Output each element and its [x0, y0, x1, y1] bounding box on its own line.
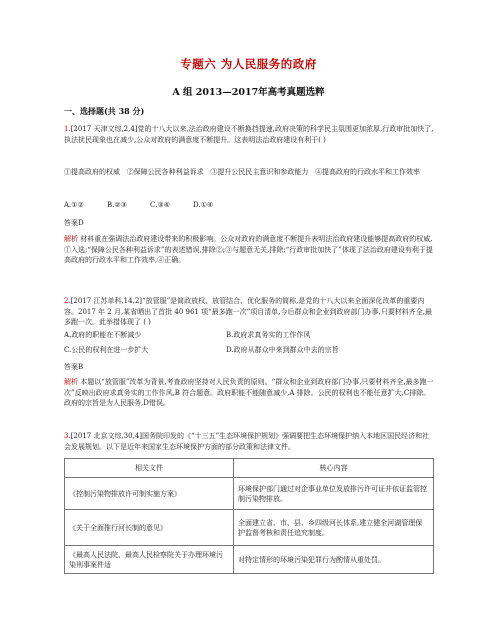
statement: ①提高政府的权威	[64, 168, 120, 176]
table-header-cell: 相关文件	[65, 459, 234, 478]
table-cell: 《关于全面推行河长制的意见》	[65, 510, 234, 546]
policy-table	[64, 458, 434, 574]
answer-line	[64, 218, 84, 228]
question-1-stem	[64, 124, 436, 145]
analysis-paragraph	[64, 234, 436, 266]
choice-a: A.政府的职能在不断减少	[64, 331, 142, 339]
choice-b: B.政府求真务实的工作作风	[226, 331, 311, 339]
table-header-cell: 核心内容	[234, 459, 434, 478]
table-cell: 《控制污染物排放许可制实施方案》	[65, 478, 234, 510]
choice-c: C.③④	[150, 201, 170, 209]
choice-a: A.①②	[64, 201, 84, 209]
question-2-stem	[64, 296, 436, 328]
question-text: [2017 北京文综,30,4]国务院印发的《“十三五”生态环境保护规划》强调要把生态环境保护纳入本地区国民经济和社会发展规划。以下是近年来国家生态环境保护方面的部分政策和法律文件。	[64, 432, 430, 451]
analysis-label: 解析	[64, 235, 78, 243]
answer-label: 答案	[64, 363, 78, 371]
statement: ②保障公民各种利益诉求	[126, 168, 204, 176]
statement: ④提高政府的行政水平和工作效率	[315, 168, 421, 176]
analysis-paragraph	[64, 377, 436, 409]
question-1-statements	[64, 167, 436, 178]
question-3-stem	[64, 431, 436, 452]
table-row	[65, 510, 434, 546]
question-number: 3.	[64, 432, 71, 440]
question-text: [2017 天津文综,2,4]党的十八大以来,法治政府建设不断换挡提速,政府决策的科学民主氛围更加浓厚,行政审批加快了,执法扰民现象也在减少,公众对政府的满意度不断提升。这表明法治政府建设有利于( )	[64, 125, 434, 144]
table-cell: 环境保护部门通过对企事业单位发放排污许可证并依证监管控制污染物排放。	[234, 478, 434, 510]
section-heading: 一、选择题(共 38 分)	[64, 106, 145, 116]
choice-b: B.②③	[107, 201, 127, 209]
answer-value: B	[78, 363, 84, 371]
analysis-label: 解析	[64, 378, 78, 386]
question-number: 1.	[64, 125, 71, 133]
analysis-text: 本题以“放管服”改革为背景,考查政府坚持对人民负责的原则。“群众和企业到政府部门办事,只要材料齐全,最多跑一次”反映出政府求真务实的工作作风,B 符合题意。政府职能不能随意减少,A 排除。公民的权利也不能任意扩大,C排除。政府的宗旨是为人民服务,D错误。	[64, 378, 434, 408]
table-row	[65, 546, 434, 574]
table-row	[65, 478, 434, 510]
table-cell: 对特定情形的环境污染犯罪行为酌情从重处罚。	[234, 546, 434, 574]
table-header-row	[65, 459, 434, 478]
document-subtitle: A 组 2013—2017年高考真题选粹	[172, 87, 325, 98]
answer-value: D	[78, 219, 84, 227]
choice-d: D.①④	[193, 201, 214, 209]
choice-d: D.政府从群众中来到群众中去的宗旨	[226, 346, 339, 354]
choice-c: C.公民的权利在进一步扩大	[64, 346, 149, 354]
answer-line	[64, 362, 83, 372]
question-number: 2.	[64, 297, 71, 305]
analysis-text: 材料重在强调法治政府建设带来的积极影响。公众对政府的满意度不断提升表明法治政府建设能够提高政府的权威,①入选;“保障公民各种利益诉求”的表述错误,排除②;③与题意无关,排除;“行政审批加快了”体现了法治政府建设有利于提高政府的行政水平和工作效率,④正确。	[64, 235, 433, 265]
document-title: 专题六 为人民服务的政府	[180, 57, 317, 71]
statement: ③提升公民民主意识和参政能力	[210, 168, 309, 176]
table-cell: 全面建立省、市、县、乡四级河长体系,建立健全河湖管理保护监督考核和责任追究制度。	[234, 510, 434, 546]
table-cell: 《最高人民法院、最高人民检察院关于办理环境污染刑事案件适	[65, 546, 234, 574]
question-text: [2017 江苏单科,14,2]“放管服”是简政放权、放管结合、优化服务的简称,是党的十八大以来全面深化改革的重要内容。2017 年 2 月,某省晒出了首批 40 961 项“最多跑一次”项目清单,今后群众和企业到政府部门办事,只要材料齐全,最多跑一次。此举措体现了 ( )	[64, 297, 432, 327]
answer-label: 答案	[64, 219, 78, 227]
